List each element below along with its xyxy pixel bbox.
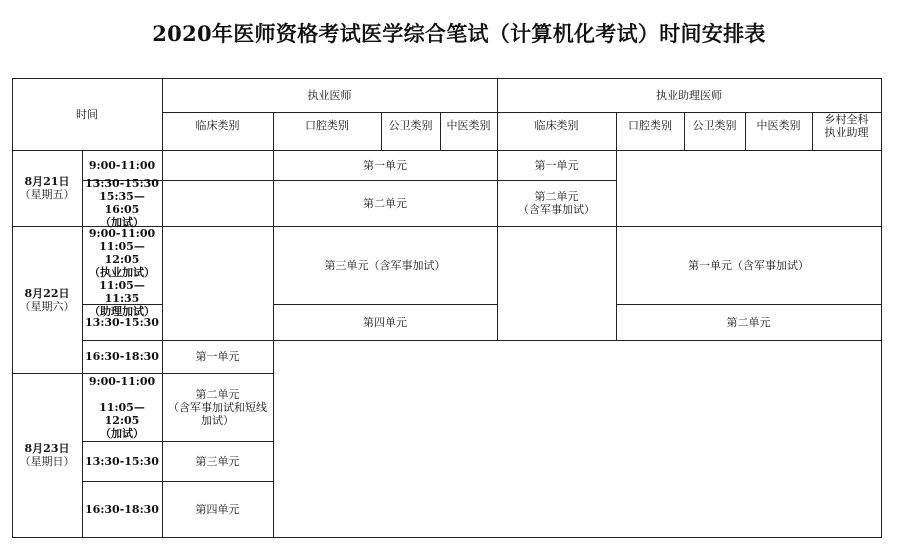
weekday-label: （星期日） bbox=[19, 455, 75, 468]
unit-note: （含军事加试） bbox=[518, 203, 595, 216]
time-label: 16:30-18:30 bbox=[85, 502, 159, 516]
unit-cell bbox=[616, 304, 881, 340]
unit-label: 第二单元 bbox=[363, 196, 407, 210]
time-cell bbox=[82, 373, 162, 441]
unit-cell bbox=[162, 441, 273, 481]
header-doctor-dental bbox=[273, 112, 381, 138]
header-cat-label: 临床类别 bbox=[195, 118, 240, 132]
time-cell bbox=[82, 226, 162, 318]
header-doctor-label: 执业医师 bbox=[307, 88, 352, 102]
time-label: 15:35—16:05 bbox=[99, 190, 145, 216]
time-cell bbox=[82, 177, 162, 229]
time-cell bbox=[82, 304, 162, 340]
time-label: 11:05—12:05 bbox=[99, 240, 145, 266]
header-cat-label: 口腔类别 bbox=[305, 118, 349, 132]
unit-label: 第二单元 bbox=[726, 315, 771, 329]
unit-label: 第四单元 bbox=[363, 315, 407, 329]
unit-cell bbox=[162, 373, 273, 441]
weekday-label: （星期六） bbox=[19, 299, 75, 313]
unit-label: 第一单元（含军事加试） bbox=[688, 258, 809, 272]
time-label: 11:05—12:05 bbox=[99, 400, 145, 427]
unit-label: 第一单元 bbox=[363, 158, 407, 172]
unit-note: （含军事加试和短线 bbox=[168, 400, 267, 414]
time-label: 13:30-15:30 bbox=[85, 315, 159, 329]
time-label: 13:30-15:30 bbox=[85, 454, 159, 468]
time-note: （助理加试） bbox=[89, 305, 155, 318]
date-label: 8月21日 bbox=[24, 175, 70, 188]
unit-cell bbox=[497, 180, 616, 226]
time-cell bbox=[82, 340, 162, 373]
unit-label: 第三单元（含军事加试） bbox=[324, 258, 446, 272]
header-cat-label: 中医类别 bbox=[446, 118, 491, 132]
header-doctor bbox=[162, 78, 497, 112]
time-label: 9:00-11:00 bbox=[88, 227, 156, 240]
table-border-right bbox=[881, 78, 882, 538]
time-cell bbox=[82, 481, 162, 537]
page-title: 2020年医师资格考试医学综合笔试（计算机化考试）时间安排表 bbox=[152, 21, 766, 46]
header-doctor-tcm bbox=[440, 112, 497, 138]
header-assistant-tcm bbox=[745, 112, 812, 138]
date-cell-aug22 bbox=[12, 226, 82, 373]
header-cat-label: 公卫类别 bbox=[388, 118, 433, 132]
unit-label: 第二单元 bbox=[534, 190, 579, 203]
unit-cell bbox=[273, 304, 497, 340]
header-assistant-public-health bbox=[684, 112, 745, 138]
weekday-label: （星期五） bbox=[19, 188, 75, 201]
header-assistant-dental bbox=[616, 112, 684, 138]
header-assistant-label: 执业助理医师 bbox=[656, 88, 722, 102]
header-cat-label: 公卫类别 bbox=[692, 118, 737, 132]
header-cat-label: 临床类别 bbox=[534, 118, 579, 132]
date-label: 8月22日 bbox=[24, 286, 70, 300]
date-cell-aug21 bbox=[12, 150, 82, 226]
header-cat-label: 口腔类别 bbox=[628, 118, 672, 132]
date-cell-aug23 bbox=[12, 373, 82, 537]
time-label: 9:00-11:00 bbox=[88, 158, 156, 172]
header-rural-line2: 执业助理 bbox=[824, 126, 869, 139]
unit-cell bbox=[162, 481, 273, 537]
time-cell bbox=[82, 441, 162, 481]
time-note: （加试） bbox=[100, 426, 144, 440]
unit-label: 第一单元 bbox=[195, 350, 240, 363]
unit-cell bbox=[273, 180, 497, 226]
unit-cell bbox=[497, 150, 616, 180]
unit-label: 第三单元 bbox=[195, 454, 240, 468]
time-label: 9:00-11:00 bbox=[88, 374, 156, 388]
unit-cell bbox=[162, 340, 273, 373]
header-assistant-clinical bbox=[497, 112, 616, 138]
header-cat-label: 中医类别 bbox=[756, 118, 801, 132]
time-label: 16:30-18:30 bbox=[85, 350, 159, 363]
unit-note: 加试） bbox=[201, 413, 234, 427]
time-cell bbox=[82, 150, 162, 180]
unit-cell bbox=[616, 226, 881, 304]
time-label: 13:30-15:30 bbox=[85, 177, 159, 190]
unit-cell bbox=[273, 226, 497, 304]
header-assistant bbox=[497, 78, 881, 112]
unit-cell bbox=[273, 150, 497, 180]
unit-label: 第二单元 bbox=[195, 387, 240, 401]
time-note: （加试） bbox=[100, 216, 144, 229]
unit-label: 第一单元 bbox=[534, 158, 579, 172]
header-doctor-clinical bbox=[162, 112, 273, 138]
header-doctor-public-health bbox=[381, 112, 440, 138]
header-time bbox=[12, 78, 162, 150]
table-border-bottom bbox=[12, 537, 881, 538]
header-rural-assistant bbox=[812, 112, 881, 140]
time-note: （执业加试） bbox=[89, 266, 155, 279]
header-time-label: 时间 bbox=[76, 107, 98, 121]
date-label: 8月23日 bbox=[24, 442, 70, 455]
header-rural-line1: 乡村全科 bbox=[824, 113, 869, 126]
time-label: 11:05—11:35 bbox=[99, 279, 145, 305]
unit-label: 第四单元 bbox=[195, 502, 240, 516]
